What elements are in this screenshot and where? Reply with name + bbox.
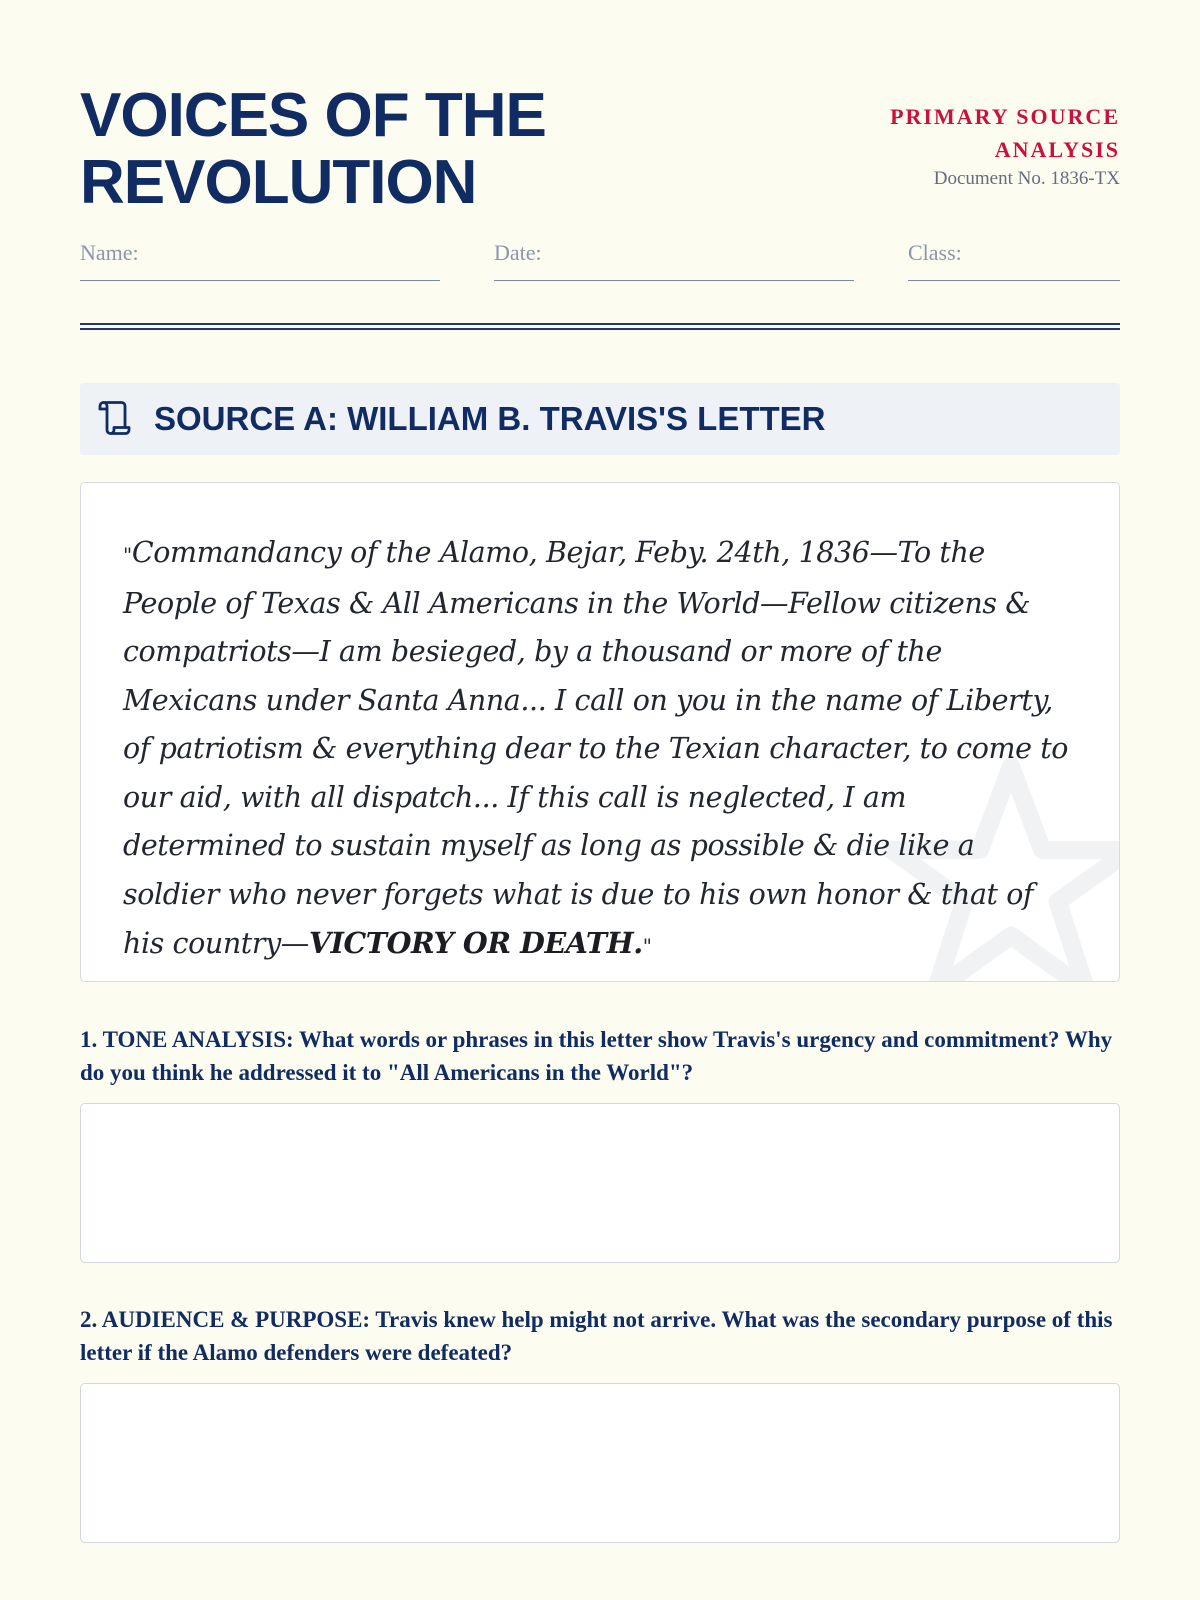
document-kind-label: PRIMARY SOURCE ANALYSIS [890,104,1120,162]
source-header [80,383,1120,455]
quote-emphasis: VICTORY OR DEATH. [308,926,643,960]
answer-box-1[interactable] [80,1103,1120,1263]
quote-body: Commandancy of the Alamo, Bejar, Feby. 24th, 1836—To the People of Texas & All Americans in the World—Fellow citizens & compatriots—I am besieged, by a thousand or more of the Mexicans under Santa Anna... I call on you in the name of Liberty, of patriotism & everything dear to the Texian character, to come to our aid, with all dispatch... If this call is neglected, I am determined to sustain myself as long as possible & die like a soldier who never forgets what is due to his own honor & that of his country— [123,536,1069,960]
name-label: Name: [80,240,139,265]
quote-box [80,482,1120,982]
scroll-icon [96,400,132,436]
document-number: Document No. 1836-TX [933,168,1120,189]
worksheet-title: VOICES OF THE REVOLUTION [80,81,546,217]
quote-close-mark: " [642,934,652,958]
travis-letter-quote [123,529,1073,971]
question-1: 1. TONE ANALYSIS: What words or phrases in this letter show Travis's urgency and commitment? Why do you think he addressed it to "All Americans in the World"? [80,1027,1113,1085]
quote-open-mark: " [123,543,132,567]
date-field[interactable] [494,240,854,281]
date-label: Date: [494,240,542,265]
class-field[interactable] [908,240,1120,281]
source-title: SOURCE A: WILLIAM B. TRAVIS'S LETTER [154,400,826,437]
name-field[interactable] [80,240,440,281]
header-divider-top [80,323,1120,325]
question-2: 2. AUDIENCE & PURPOSE: Travis knew help might not arrive. What was the secondary purpose of this letter if the Alamo defenders were defeated? [80,1307,1113,1365]
answer-box-2[interactable] [80,1383,1120,1543]
header-divider-bottom [80,328,1120,330]
class-label: Class: [908,240,962,265]
